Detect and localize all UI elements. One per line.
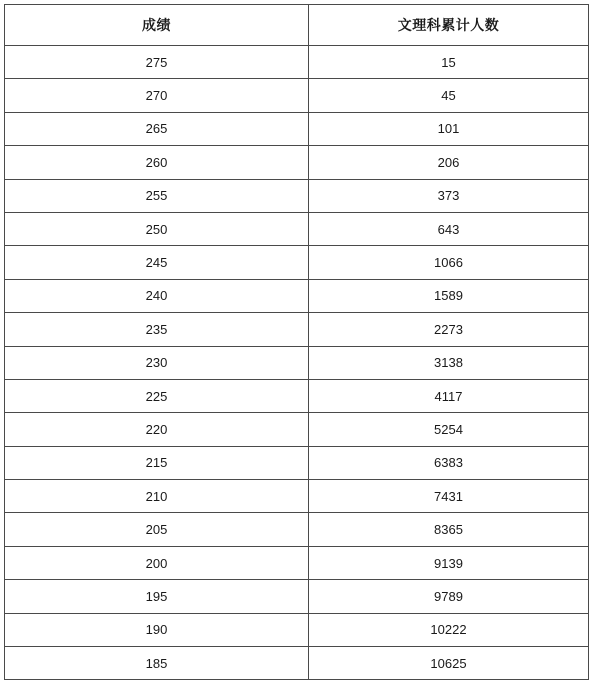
cumulative-count-cell: 373	[309, 179, 589, 212]
cumulative-count-cell: 9139	[309, 546, 589, 579]
cumulative-count-cell: 1066	[309, 246, 589, 279]
score-cell: 265	[5, 112, 309, 145]
cumulative-count-cell: 4117	[309, 379, 589, 412]
table-row	[5, 79, 589, 112]
score-cell: 270	[5, 79, 309, 112]
score-cell: 245	[5, 246, 309, 279]
table-row	[5, 112, 589, 145]
table-row	[5, 279, 589, 312]
score-cell: 210	[5, 480, 309, 513]
table-row	[5, 480, 589, 513]
column-header-cumulative-count: 文理科累计人数	[309, 5, 589, 46]
cumulative-count-cell: 9789	[309, 580, 589, 613]
cumulative-count-cell: 15	[309, 46, 589, 79]
table-row	[5, 613, 589, 646]
score-cell: 195	[5, 580, 309, 613]
score-table	[4, 4, 589, 680]
table-row	[5, 647, 589, 680]
table-body	[5, 46, 589, 680]
table-row	[5, 212, 589, 245]
score-cell: 225	[5, 379, 309, 412]
cumulative-count-cell: 8365	[309, 513, 589, 546]
score-cell: 215	[5, 446, 309, 479]
cumulative-count-cell: 7431	[309, 480, 589, 513]
cumulative-count-cell: 10222	[309, 613, 589, 646]
table-row	[5, 246, 589, 279]
table-row	[5, 146, 589, 179]
table-row	[5, 413, 589, 446]
score-cell: 205	[5, 513, 309, 546]
cumulative-count-cell: 10625	[309, 647, 589, 680]
score-cell: 185	[5, 647, 309, 680]
table-row	[5, 46, 589, 79]
cumulative-count-cell: 45	[309, 79, 589, 112]
table-row	[5, 513, 589, 546]
cumulative-count-cell: 2273	[309, 313, 589, 346]
score-cell: 250	[5, 212, 309, 245]
table-row	[5, 313, 589, 346]
score-cell: 260	[5, 146, 309, 179]
score-cell: 255	[5, 179, 309, 212]
cumulative-count-cell: 1589	[309, 279, 589, 312]
cumulative-count-cell: 643	[309, 212, 589, 245]
cumulative-count-cell: 6383	[309, 446, 589, 479]
score-cell: 235	[5, 313, 309, 346]
score-cell: 275	[5, 46, 309, 79]
cumulative-count-cell: 101	[309, 112, 589, 145]
table-row	[5, 179, 589, 212]
score-cell: 230	[5, 346, 309, 379]
cumulative-count-cell: 3138	[309, 346, 589, 379]
table-row	[5, 546, 589, 579]
score-cell: 240	[5, 279, 309, 312]
table-row	[5, 446, 589, 479]
score-cell: 200	[5, 546, 309, 579]
table-row	[5, 346, 589, 379]
column-header-score: 成绩	[5, 5, 309, 46]
score-cell: 220	[5, 413, 309, 446]
table-row	[5, 580, 589, 613]
score-cell: 190	[5, 613, 309, 646]
table-header-row	[5, 5, 589, 46]
table-row	[5, 379, 589, 412]
cumulative-count-cell: 206	[309, 146, 589, 179]
cumulative-count-cell: 5254	[309, 413, 589, 446]
